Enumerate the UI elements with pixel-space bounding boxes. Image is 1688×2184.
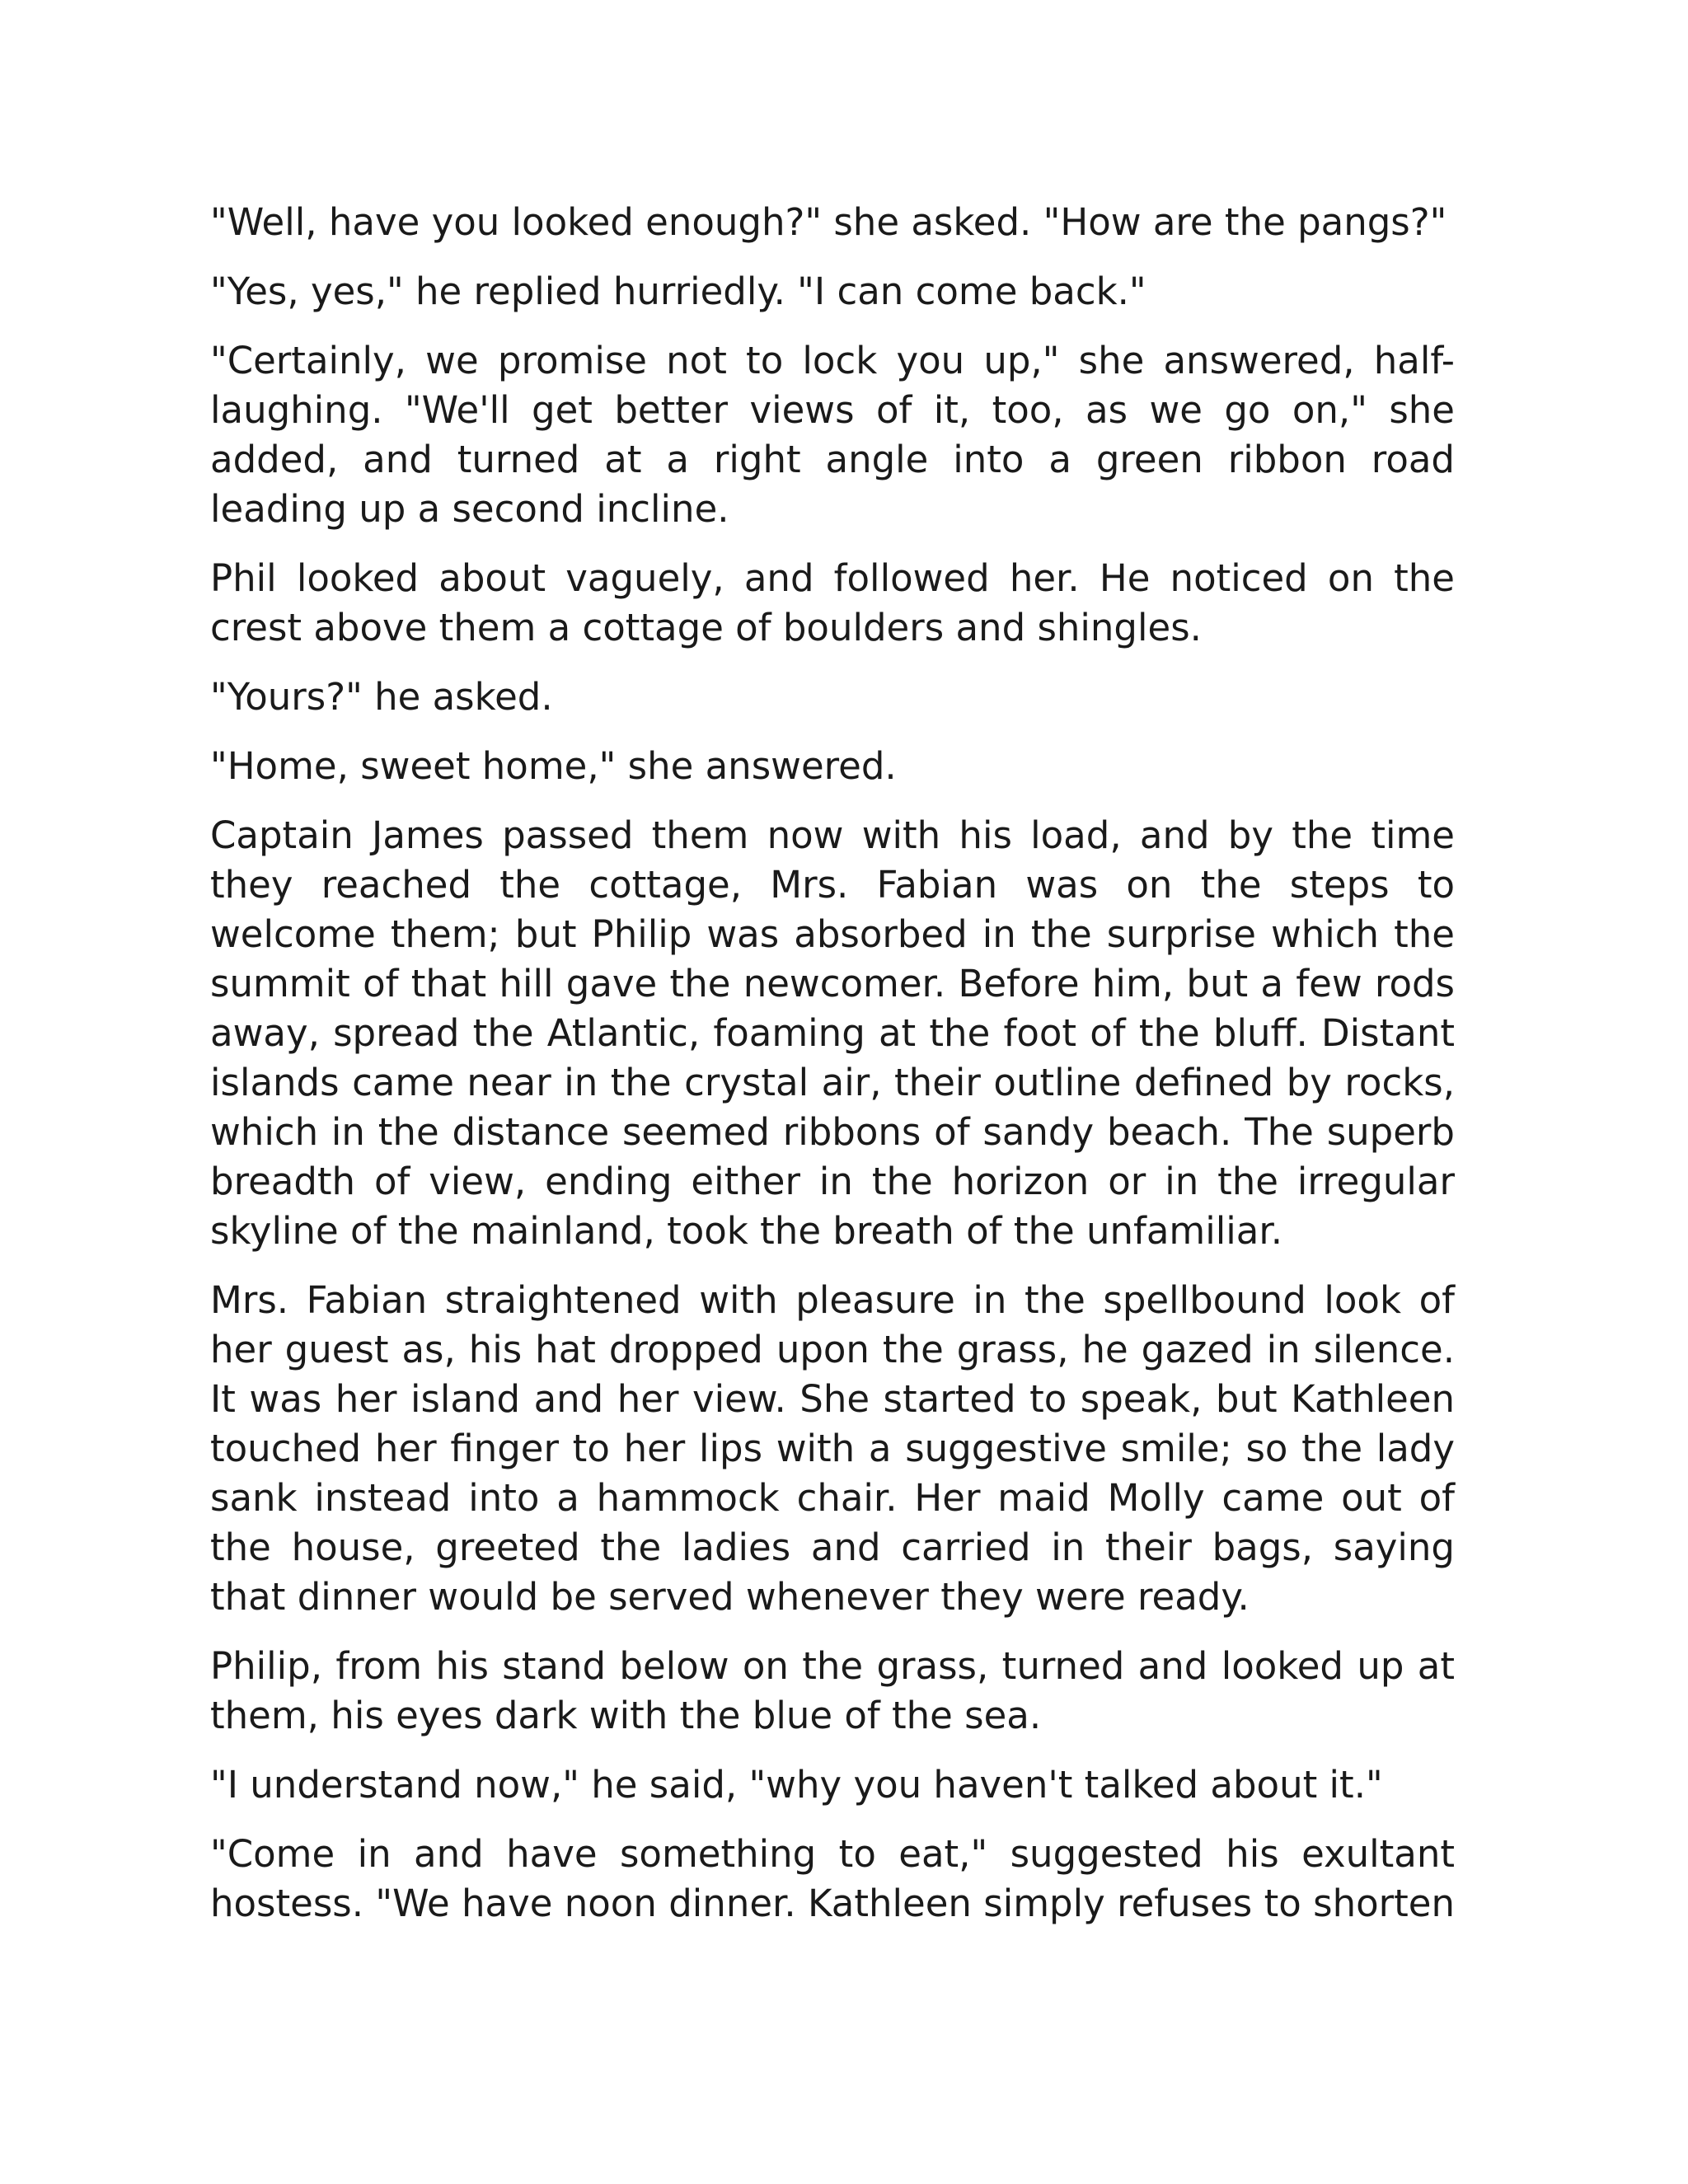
page-body (210, 198, 1455, 1929)
paragraph-4: Phil looked about vaguely, and followed her. He noticed on the crest above them a cottage of boulders and shingles. (210, 556, 1455, 649)
paragraph-7: Captain James passed them now with his load, and by the time they reached the cottage, Mrs. Fabian was on the steps to welcome them; but Philip was absorbed in the surprise which the summit of that hill gave the newcomer. Before him, but a few rods away, spread the Atlantic, foaming at the foot of the bluff. Distant islands came near in the crystal air, their outline defined by rocks, which in the distance seemed ribbons of sandy beach. The superb breadth of view, ending either in the horizon or in the irregular skyline of the mainland, took the breath of the unfamiliar. (210, 813, 1455, 1253)
paragraph-3: "Certainly, we promise not to lock you up," she answered, half-laughing. "We'll get better views of it, too, as we go on," she added, and turned at a right angle into a green ribbon road leading up a second incline. (210, 339, 1455, 531)
paragraph-8: Mrs. Fabian straightened with pleasure in the spellbound look of her guest as, his hat dropped upon the grass, he gazed in silence. It was her island and her view. She started to speak, but Kathleen touched her finger to her lips with a suggestive smile; so the lady sank instead into a hammock chair. Her maid Molly came out of the house, greeted the ladies and carried in their bags, saying that dinner would be served whenever they were ready. (210, 1278, 1455, 1619)
paragraph-10: "I understand now," he said, "why you haven't talked about it." (210, 1763, 1383, 1807)
paragraph-5: "Yours?" he asked. (210, 675, 553, 719)
paragraph-2: "Yes, yes," he replied hurriedly. "I can come back." (210, 269, 1146, 313)
paragraph-6: "Home, sweet home," she answered. (210, 744, 897, 788)
paragraph-11: "Come in and have something to eat," suggested his exultant hostess. "We have noon dinner. Kathleen simply refuses to shorten (210, 1832, 1455, 1925)
paragraph-1: "Well, have you looked enough?" she asked. "How are the pangs?" (210, 200, 1447, 244)
paragraph-9: Philip, from his stand below on the grass, turned and looked up at them, his eyes dark with the blue of the sea. (210, 1644, 1455, 1737)
